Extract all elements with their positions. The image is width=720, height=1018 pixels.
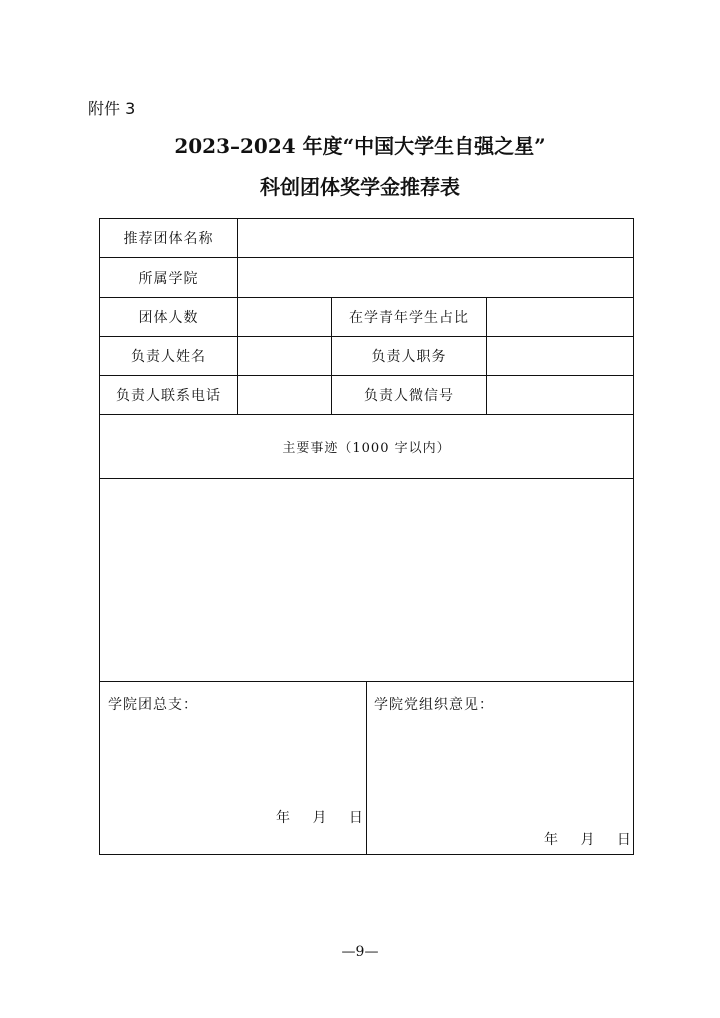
youth-ratio-label: 在学青年学生占比	[349, 310, 469, 326]
team-name-field[interactable]	[238, 219, 633, 257]
achievements-field[interactable]	[100, 479, 633, 681]
leader-wechat-label: 负责人微信号	[364, 388, 454, 404]
recommendation-form	[99, 218, 634, 855]
achievements-label: 主要事迹（1000 字以内）	[282, 441, 451, 456]
leader-wechat-field[interactable]	[487, 376, 633, 414]
page-number: —9—	[341, 944, 379, 960]
attachment-label: 附件 3	[88, 99, 136, 118]
league-opinion-date: 年 月 日	[276, 810, 363, 826]
column-divider	[366, 681, 367, 854]
party-opinion-label: 学院党组织意见：	[374, 697, 494, 713]
form-title-line1: 2023–2024 年度“中国大学生自强之星”	[174, 134, 546, 158]
party-opinion-date: 年 月 日	[544, 832, 631, 848]
leader-phone-field[interactable]	[238, 376, 331, 414]
leader-name-field[interactable]	[238, 337, 331, 375]
leader-phone-label: 负责人联系电话	[116, 388, 221, 404]
leader-title-field[interactable]	[487, 337, 633, 375]
member-count-label: 团体人数	[138, 310, 199, 326]
college-label: 所属学院	[138, 270, 199, 287]
leader-title-label: 负责人职务	[371, 349, 447, 365]
youth-ratio-field[interactable]	[487, 298, 633, 336]
league-opinion-label: 学院团总支：	[108, 697, 198, 713]
form-title-line2: 科创团体奖学金推荐表	[260, 175, 460, 199]
member-count-field[interactable]	[238, 298, 331, 336]
college-field[interactable]	[238, 258, 633, 297]
leader-name-label: 负责人姓名	[131, 349, 206, 365]
team-name-label: 推荐团体名称	[123, 231, 214, 247]
